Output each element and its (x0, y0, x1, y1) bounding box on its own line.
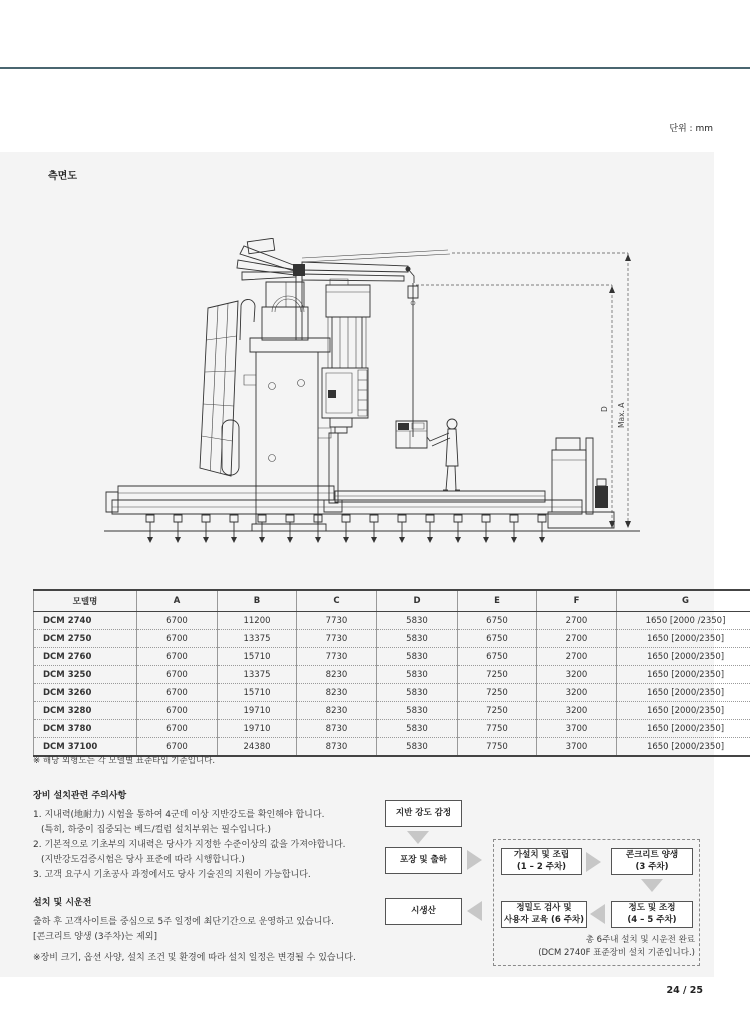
operator-figure (427, 419, 460, 490)
flow-step-packing-shipping (385, 847, 462, 874)
table-row (34, 684, 750, 702)
dimension-cell: 5830 (377, 666, 458, 684)
column-header: B (218, 590, 297, 612)
flow-summary-line1: 총 6주내 설치 및 시운전 완료 (585, 935, 695, 945)
model-name-cell: DCM 37100 (34, 738, 137, 757)
table-row (34, 630, 750, 648)
dim-label-max-a: Max. A (617, 402, 626, 428)
model-name-cell: DCM 3780 (34, 720, 137, 738)
dimension-cell: 8230 (297, 666, 377, 684)
flow-box-sublabel: (1 – 2 주차) (516, 861, 567, 872)
commissioning-line: [콘크리트 양생 (3주차)는 제외] (33, 932, 157, 942)
dimension-cell: 5830 (377, 738, 458, 757)
dimension-cell: 6750 (458, 630, 537, 648)
dimension-cell: 3700 (537, 720, 617, 738)
dimension-cell: 8730 (297, 720, 377, 738)
flow-box-precision-inspection (501, 901, 587, 928)
dimension-cell: 7730 (297, 648, 377, 666)
drawing-title: 측면도 (48, 171, 77, 182)
flow-box-preinstall-assembly (501, 848, 582, 875)
install-notes-heading: 장비 설치관련 주의사항 (33, 791, 127, 801)
flow-summary-line2: (DCM 2740F 표준장비 설치 기준입니다.) (538, 948, 695, 958)
dimension-cell: 7250 (458, 702, 537, 720)
model-name-cell: DCM 2740 (34, 612, 137, 630)
install-note-line: 1. 지내력(地耐力) 시험을 통하여 4군데 이상 지반강도를 확인해야 합니다. (33, 810, 325, 820)
dimension-cell: 7750 (458, 720, 537, 738)
schedule-note: ※장비 크기, 옵션 사양, 설치 조건 및 환경에 따라 설치 일정은 변경될 수 있습니다. (33, 953, 356, 963)
install-note-line: 2. 기본적으로 기초부의 지내력은 당사가 지정한 수준이상의 값을 가져야합니다. (33, 840, 346, 850)
column-header: D (377, 590, 458, 612)
model-name-cell: DCM 2760 (34, 648, 137, 666)
dimension-cell: 7250 (458, 666, 537, 684)
dimension-cell: 5830 (377, 612, 458, 630)
arrow-down-icon (407, 831, 429, 844)
column (244, 282, 331, 531)
dimension-cell: 1650 [2000/2350] (617, 738, 750, 757)
table-row (34, 720, 750, 738)
arrow-left-icon (590, 904, 605, 924)
arrow-right-icon (586, 852, 601, 872)
dimension-cell: 1650 [2000/2350] (617, 630, 750, 648)
installation-notes (33, 788, 383, 945)
flow-step-label: 포장 및 출하 (400, 854, 447, 865)
dimension-cell: 1650 [2000 /2350] (617, 612, 750, 630)
table-row (34, 648, 750, 666)
dimension-cell: 8730 (297, 738, 377, 757)
dimension-cell: 11200 (218, 612, 297, 630)
table-row (34, 702, 750, 720)
dimension-cell: 19710 (218, 702, 297, 720)
arrow-down-icon (641, 879, 663, 892)
dimension-cell: 3200 (537, 684, 617, 702)
machine-drawing (100, 238, 650, 548)
flow-box-label: 정밀도 검사 및 (516, 903, 572, 914)
dimension-cell: 24380 (218, 738, 297, 757)
dimension-cell: 6750 (458, 612, 537, 630)
dimension-cell: 6700 (137, 612, 218, 630)
flow-box-sublabel: (4 – 5 주차) (627, 914, 677, 925)
dimension-cell: 7250 (458, 684, 537, 702)
dimension-cell: 2700 (537, 612, 617, 630)
side-view-panel (0, 152, 726, 977)
dimension-cell: 6700 (137, 648, 218, 666)
flow-box-label: 정도 및 조정 (628, 903, 676, 914)
dimension-cell: 5830 (377, 702, 458, 720)
headstock (322, 279, 370, 512)
spec-table-body (34, 612, 750, 757)
flow-step-label: 시생산 (411, 905, 436, 916)
flow-step-label: 지반 강도 감정 (395, 807, 452, 818)
dimension-cell: 2700 (537, 648, 617, 666)
flow-box-label: 콘크리트 양생 (625, 850, 679, 861)
spec-table-wrap (33, 589, 726, 757)
dimension-cell: 15710 (218, 684, 297, 702)
dimension-cell: 5830 (377, 648, 458, 666)
dimension-cell: 7730 (297, 630, 377, 648)
dimension-cell: 3200 (537, 666, 617, 684)
dimension-cell: 6700 (137, 630, 218, 648)
anchor-bolts (146, 515, 546, 543)
dimension-cell: 5830 (377, 630, 458, 648)
column-header: 모델명 (34, 590, 137, 612)
table-footnote: ※ 해당 외형도는 각 모델별 표준타입 기준입니다. (33, 756, 216, 766)
dimension-cell: 6700 (137, 702, 218, 720)
model-name-cell: DCM 3250 (34, 666, 137, 684)
dimension-cell: 3200 (537, 702, 617, 720)
dimension-cell: 6700 (137, 684, 218, 702)
dimension-cell: 2700 (537, 630, 617, 648)
dimension-cell: 3700 (537, 738, 617, 757)
spec-table (33, 589, 750, 757)
dimension-cell: 6700 (137, 738, 218, 757)
column-header: C (297, 590, 377, 612)
dimension-cell: 19710 (218, 720, 297, 738)
arrow-left-icon (467, 901, 482, 921)
model-name-cell: DCM 3260 (34, 684, 137, 702)
arrow-right-icon (467, 850, 482, 870)
flow-box-concrete-curing (611, 848, 693, 875)
flow-step-trial-production (385, 898, 462, 925)
dimension-cell: 1650 [2000/2350] (617, 648, 750, 666)
dimension-cell: 1650 [2000/2350] (617, 720, 750, 738)
dimension-cell: 5830 (377, 684, 458, 702)
pendant-control (396, 421, 427, 448)
model-name-cell: DCM 3280 (34, 702, 137, 720)
dimension-cell: 13375 (218, 630, 297, 648)
commissioning-heading: 설치 및 시운전 (33, 898, 92, 908)
dim-label-d: D (600, 406, 609, 412)
rotary-table-unit (548, 438, 614, 528)
dimension-cell: 6700 (137, 720, 218, 738)
dimension-cell: 7730 (297, 612, 377, 630)
dimension-cell: 1650 [2000/2350] (617, 702, 750, 720)
dimension-cell: 15710 (218, 648, 297, 666)
commissioning-line: 출하 후 고객사이트를 중심으로 5주 일정에 최단기간으로 운영하고 있습니다. (33, 917, 334, 927)
dimension-cell: 7750 (458, 738, 537, 757)
top-rule-divider (0, 67, 750, 69)
flow-box-sublabel: (3 주차) (635, 861, 669, 872)
dimension-cell: 8230 (297, 702, 377, 720)
model-name-cell: DCM 2750 (34, 630, 137, 648)
machine-bed (106, 486, 582, 514)
table-row (34, 612, 750, 630)
dimension-cell: 8230 (297, 684, 377, 702)
table-row (34, 666, 750, 684)
page-number: 24 / 25 (666, 985, 703, 996)
install-note-line: 3. 고객 요구시 기초공사 과정에서도 당사 기술진의 지원이 가능합니다. (33, 870, 311, 880)
column-header: G (617, 590, 750, 612)
install-note-line: (특히, 하중이 집중되는 베드/컬럼 설치부위는 필수입니다.) (41, 825, 272, 835)
install-note-line: (지반강도검증시험은 당사 표준에 따라 시행합니다.) (41, 855, 245, 865)
column-header: A (137, 590, 218, 612)
dimension-cell: 1650 [2000/2350] (617, 666, 750, 684)
flow-box-label: 가설치 및 조립 (513, 850, 570, 861)
spec-table-head (34, 590, 750, 612)
dimension-cell: 1650 [2000/2350] (617, 684, 750, 702)
flow-box-accuracy-adjustment (611, 901, 693, 928)
unit-label: 단위 : mm (669, 124, 713, 134)
dimension-cell: 6750 (458, 648, 537, 666)
flow-step-ground-assessment (385, 800, 462, 827)
dimension-cell: 13375 (218, 666, 297, 684)
column-header: F (537, 590, 617, 612)
ladder (200, 299, 255, 476)
dimension-cell: 6700 (137, 666, 218, 684)
column-header: E (458, 590, 537, 612)
flow-box-sublabel: 사용자 교육 (6 주차) (503, 914, 585, 925)
dimension-cell: 5830 (377, 720, 458, 738)
